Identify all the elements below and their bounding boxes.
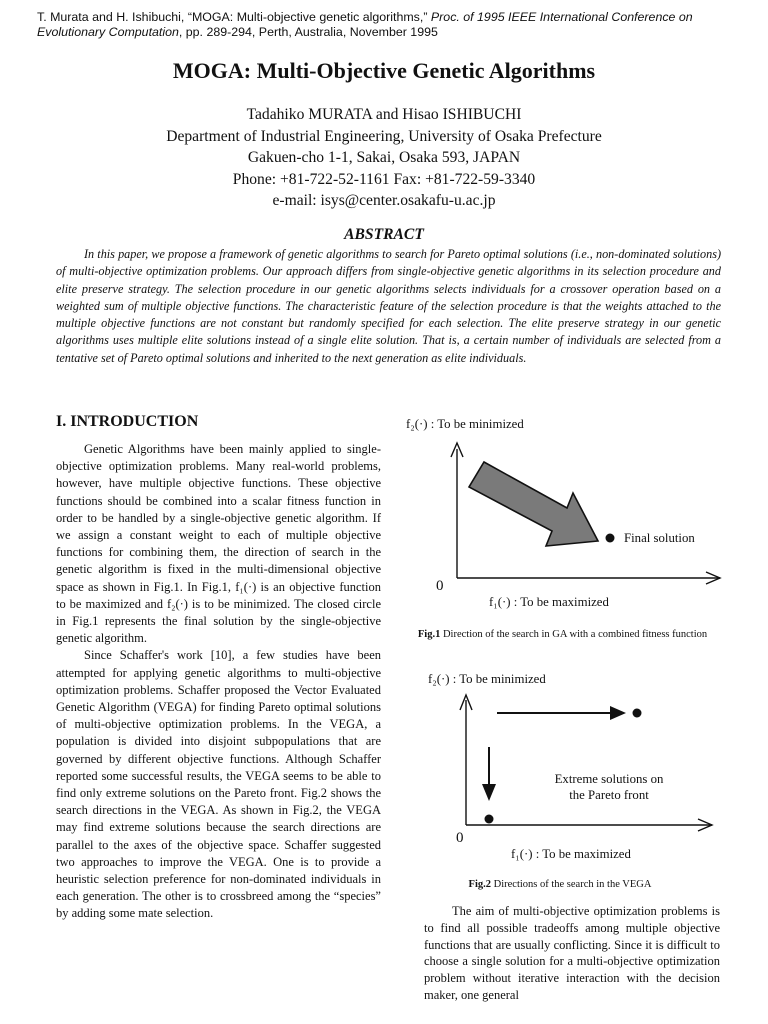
fig1-origin-label: 0 (436, 578, 444, 594)
fig1-caption (400, 627, 725, 643)
citation-header (37, 10, 747, 40)
abstract-heading: ABSTRACT (344, 226, 424, 243)
fig2-x-axis-label: f₁(·) : To be maximized (511, 847, 631, 861)
fig1-caption-prefix: Fig.1 (417, 629, 441, 640)
fig2-top-extreme-point (633, 709, 642, 718)
intro-paragraph-3: The aim of multi-objective optimization problems is to find all possible tradeoffs among multiple objective functions that are usually conflicting. Since it is difficult to choose a single solution for a multi-objective optimization problem without iterative interaction with the decision maker, one general (424, 904, 720, 1002)
fig2-caption-text: Directions of the search in the VEGA (491, 879, 652, 890)
fig2-horizontal-arrowhead-icon (610, 706, 626, 720)
fig2-bottom-extreme-point (485, 815, 494, 824)
author-names: Tadahiko MURATA and Hisao ISHIBUCHI (246, 106, 522, 123)
intro-paragraph-2: Since Schaffer's work [10], a few studies have been attempted for applying genetic algorithms to multi-objective optimization problems. Schaffer proposed the Vector Evaluated Genetic Algorithm (VEGA) for finding Pareto optimal solutions of multi-objective optimization problems. In the VEGA, a population is divided into disjoint subpopulations that are governed by different objective functions. Although Schaffer reported some successful results, the VEGA seems to be able to find only extreme solutions on the Pareto front. Fig.2 shows the search directions in the VEGA. As shown in Fig.2, the VEGA may find extreme solutions because the search directions are parallel to the axes of the objective space. Schaffer suggested two approaches to improve the VEGA. One is to provide a heuristic selection preference for non-dominated individuals in each generation. The other is to crossbreed among the “species” by adding some mate selection. (56, 648, 381, 921)
fig2-point-label-line2: the Pareto front (569, 788, 649, 802)
citation-details: , pp. 289-294, Perth, Australia, November 1995 (178, 25, 438, 39)
author-department: Department of Industrial Engineering, University of Osaka Prefecture (166, 127, 602, 145)
fig2-y-axis-label: f₂(·) : To be minimized (428, 672, 546, 686)
fig1-diagram (400, 435, 740, 605)
author-phone: Phone: +81-722-52-1161 Fax: +81-722-59-3340 (232, 170, 536, 188)
fig2-point-label (529, 771, 689, 803)
fig2-caption-prefix: Fig.2 (468, 879, 491, 890)
author-block (0, 104, 768, 212)
author-email: e-mail: isys@center.osakafu-u.ac.jp (272, 192, 496, 209)
left-column-text (56, 441, 381, 923)
fig2-point-label-line1: Extreme solutions on (554, 772, 664, 786)
fig2-diagram (440, 688, 730, 838)
right-column-text (424, 903, 720, 1004)
fig2-caption (420, 877, 700, 893)
fig1-x-axis-label: f₁(·) : To be maximized (489, 595, 609, 609)
fig2-origin-label: 0 (456, 830, 464, 846)
fig1-final-solution-point (606, 534, 615, 543)
fig1-caption-text: Direction of the search in GA with a combined fitness function (440, 629, 708, 640)
paper-title: MOGA: Multi-Objective Genetic Algorithms (172, 58, 596, 83)
section-heading: I. INTRODUCTION (56, 413, 199, 430)
citation-venue: Proc. of 1995 IEEE International Conference on Evolutionary Computation (37, 10, 693, 39)
abstract-body: In this paper, we propose a framework of genetic algorithms to search for Pareto optimal solutions (i.e., non-dominated solutions) of multi-objective optimization problems. Our approach differs from single-objective genetic algorithms in its selection procedure and elite preserve strategy. The selection procedure in our genetic algorithms selects individuals for a crossover operation based on a weighted sum of multiple objective functions. The characteristic feature of the selection procedure is that the weights attached to the multiple objective functions are not constant but randomly specified for each selection. The elite preserve strategy in our genetic algorithms uses multiple elite solutions instead of a single elite solution. That is, a certain number of individuals are selected from a tentative set of Pareto optimal solutions and inherited to the next generation as elite individuals. (56, 247, 721, 365)
citation-authors-title: T. Murata and H. Ishibuchi, “MOGA: Multi-objective genetic algorithms,” (37, 10, 428, 24)
author-address: Gakuen-cho 1-1, Sakai, Osaka 593, JAPAN (247, 149, 521, 166)
fig1-search-direction-arrow (469, 462, 598, 546)
intro-paragraph-1: Genetic Algorithms have been mainly applied to single-objective optimization problems. Many real-world problems, however, have multiple objective functions. These objective functions should be combined into a scalar fitness function in order to be handled by a single-objective genetic algorithm. If we assign a constant weight to each of multiple objective functions for combining them, the direction of search in the genetic algorithm is fixed in the multi-dimensional objective space as shown in Fig.1. In Fig.1, f₁(·) is an objective function to be maximized and f₂(·) is to be minimized. The closed circle in Fig.1 represents the final solution by the single-objective genetic algorithm. (56, 442, 381, 646)
fig1-y-axis-label: f₂(·) : To be minimized (406, 417, 524, 431)
fig2-vertical-arrowhead-icon (482, 784, 496, 801)
fig1-point-label: Final solution (624, 531, 695, 545)
